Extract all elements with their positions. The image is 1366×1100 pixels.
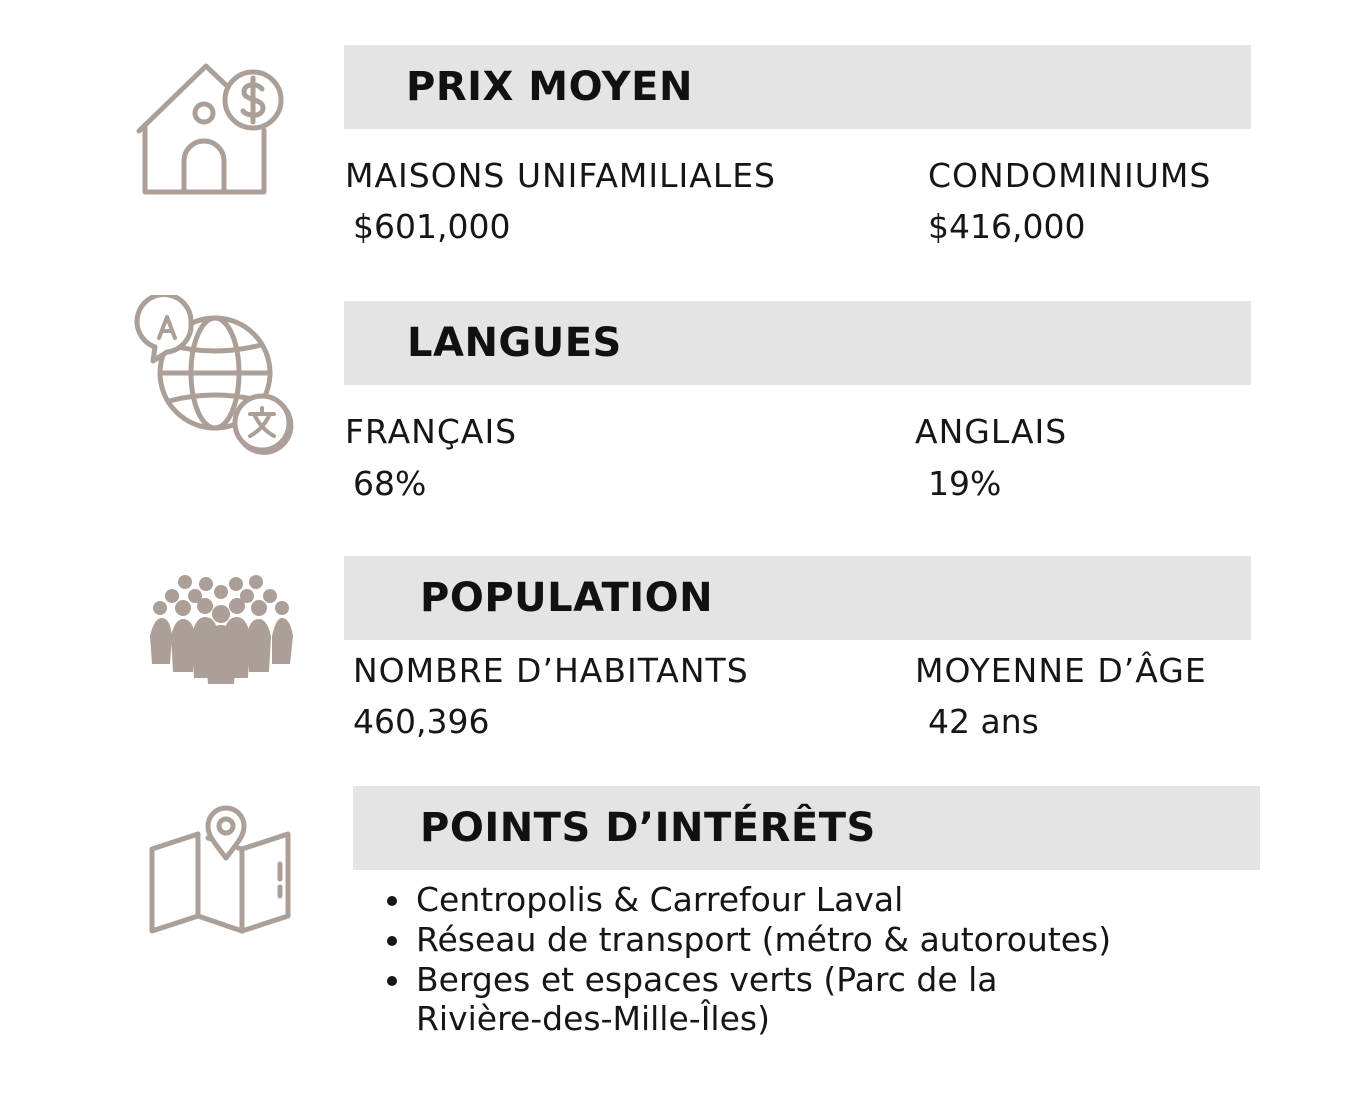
section-header-languages: [344, 301, 1251, 385]
single-family-label: MAISONS UNIFAMILIALES: [345, 156, 777, 195]
list-item: • Centropolis & Carrefour Laval: [414, 880, 1114, 919]
english-percent: 19%: [928, 464, 1002, 503]
crowd-icon: [148, 574, 294, 684]
section-title-poi: POINTS D’INTÉRÊTS: [420, 805, 876, 851]
points-of-interest-list: [384, 880, 1114, 1039]
english-label: ANGLAIS: [915, 412, 1068, 451]
section-title-languages: LANGUES: [407, 320, 622, 366]
condo-price: $416,000: [928, 207, 1086, 246]
condo-label: CONDOMINIUMS: [928, 156, 1212, 195]
inhabitants-count: 460,396: [353, 702, 490, 741]
average-age-label: MOYENNE D’ÂGE: [915, 651, 1207, 690]
section-title-population: POPULATION: [420, 575, 714, 621]
section-title-price: PRIX MOYEN: [406, 64, 693, 110]
globe-translate-icon: [133, 295, 295, 457]
list-item: • Berges et espaces verts (Parc de la Rivière-des-Mille-Îles): [414, 960, 1114, 1038]
section-header-price: [344, 45, 1251, 129]
french-label: FRANÇAIS: [345, 412, 518, 451]
average-age-value: 42 ans: [928, 702, 1039, 741]
list-item: • Réseau de transport (métro & autoroutes): [414, 920, 1114, 959]
map-pin-icon: [146, 804, 296, 936]
house-dollar-icon: [130, 58, 290, 200]
french-percent: 68%: [353, 464, 427, 503]
single-family-price: $601,000: [353, 207, 511, 246]
section-header-poi: [353, 786, 1260, 870]
inhabitants-label: NOMBRE D’HABITANTS: [353, 651, 749, 690]
section-header-population: [344, 556, 1251, 640]
